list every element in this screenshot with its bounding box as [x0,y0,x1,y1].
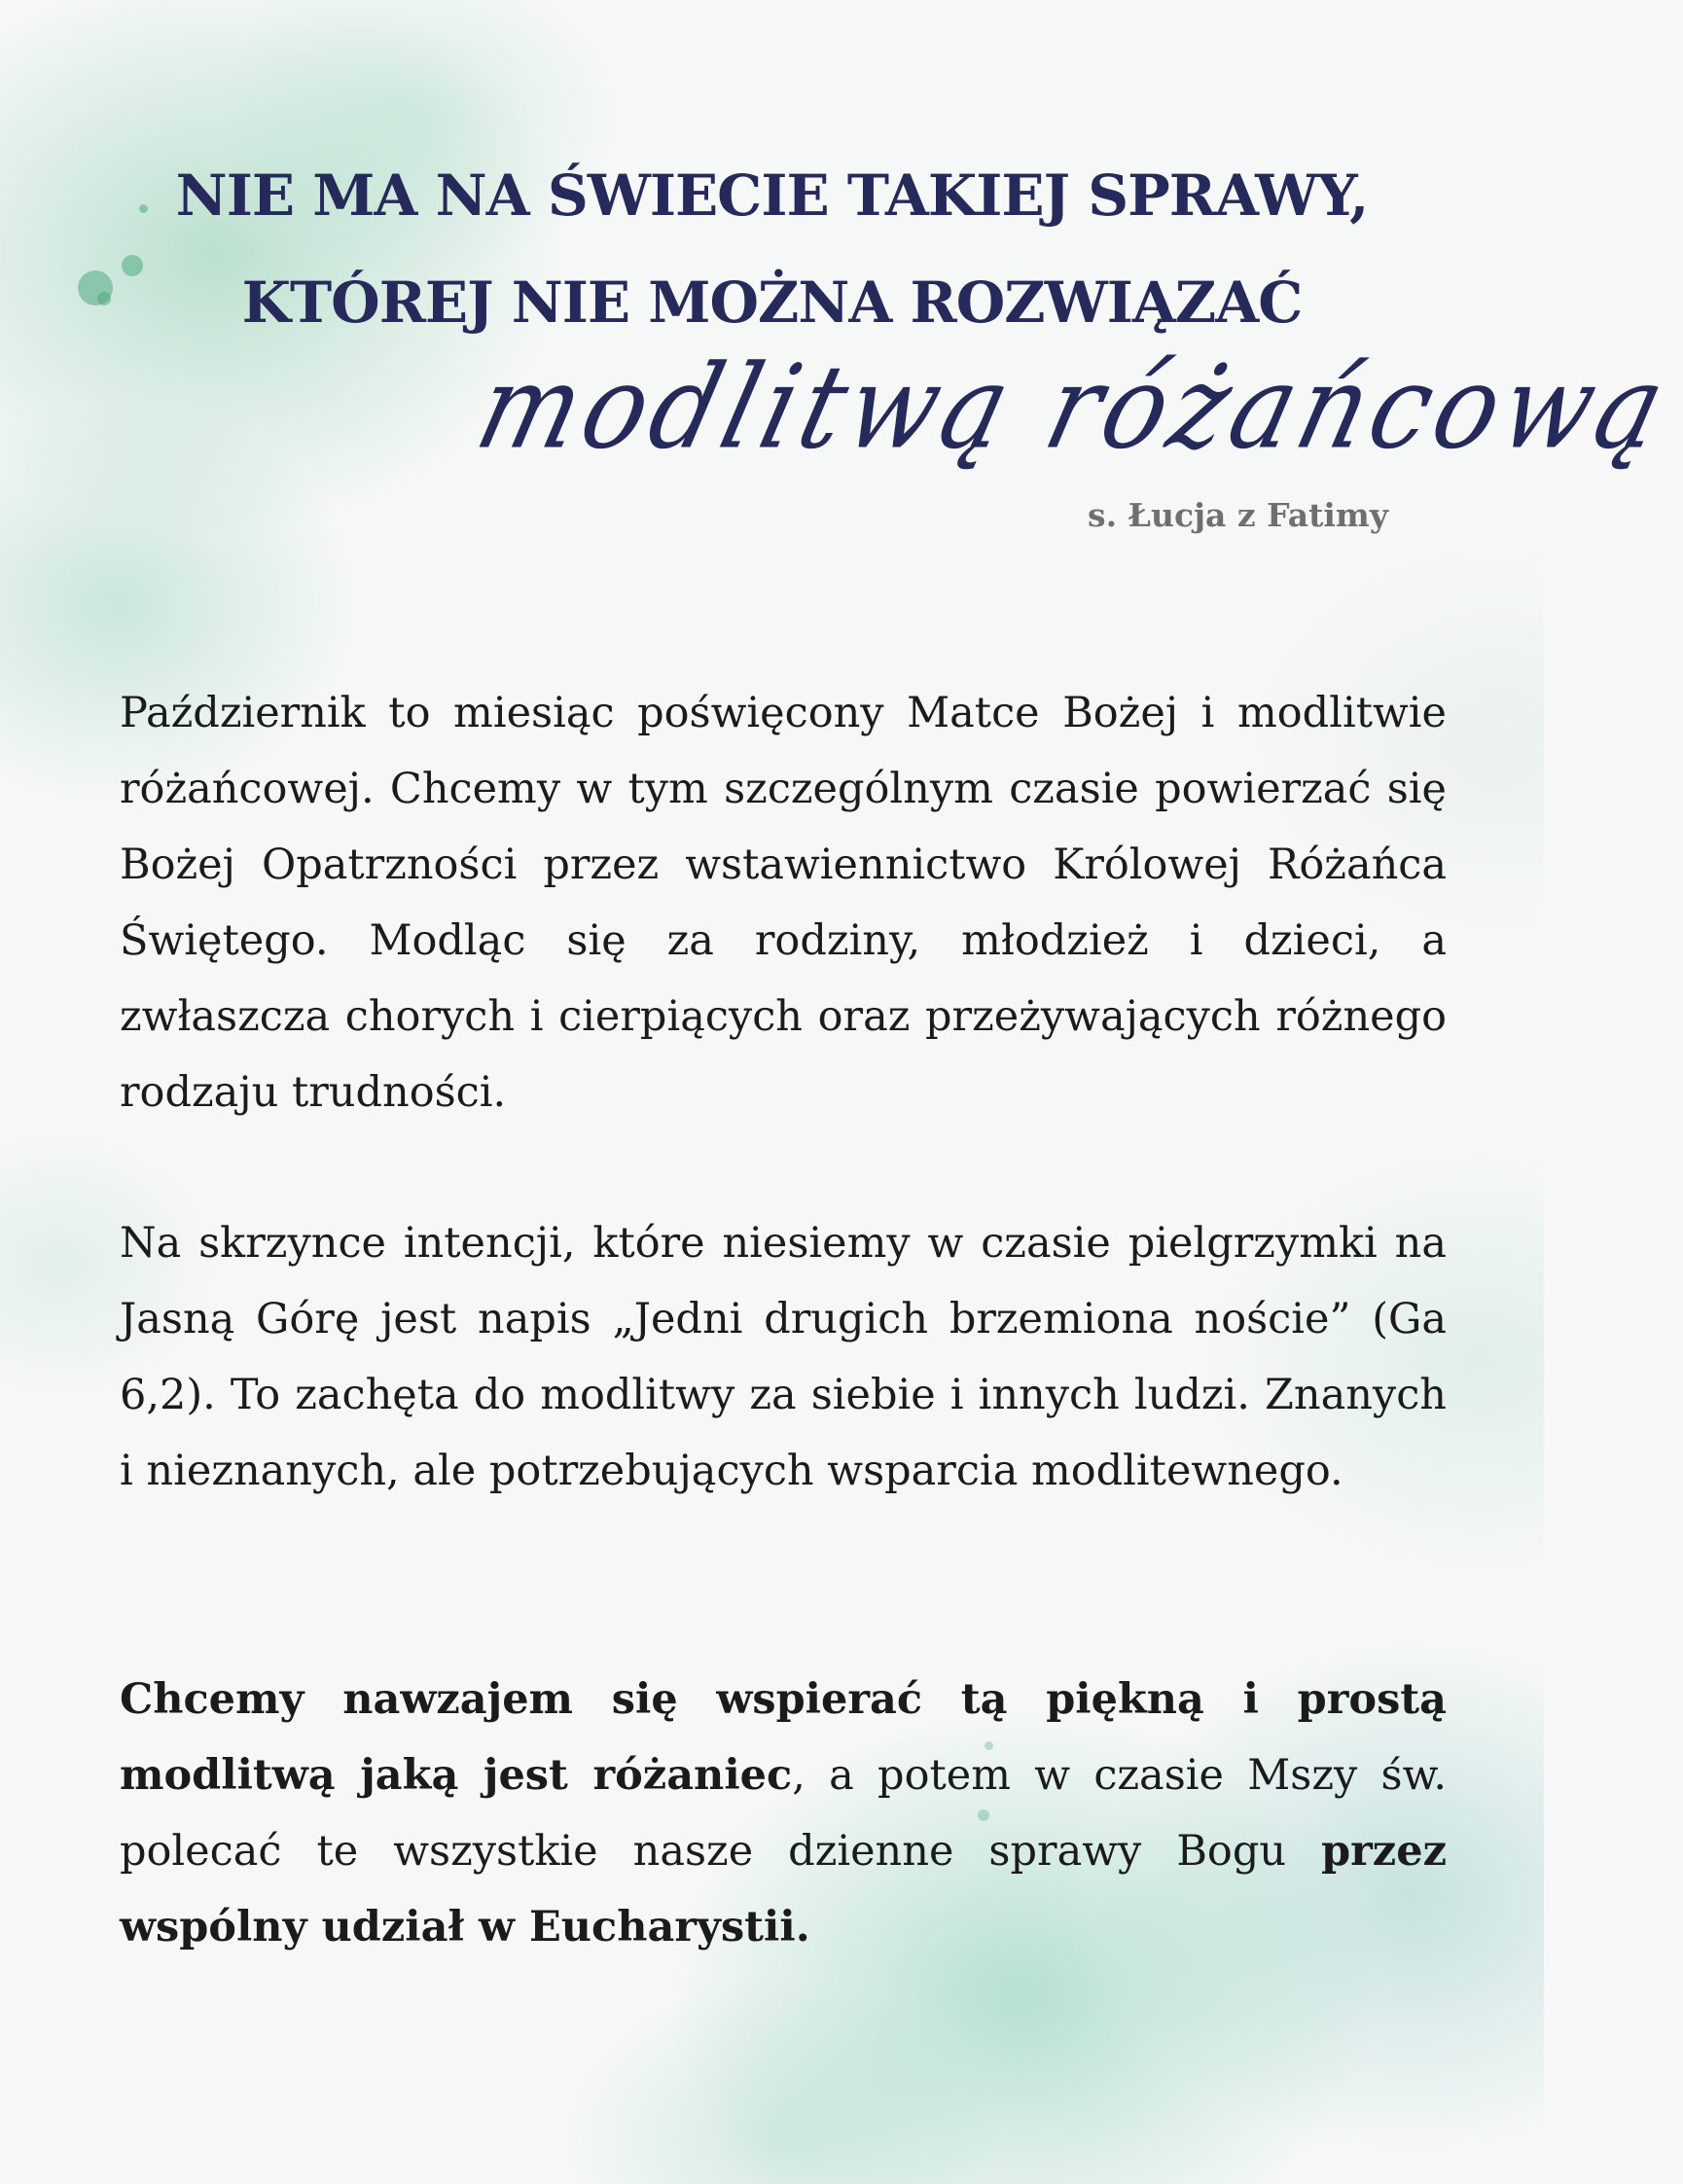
paragraph-3-bold-start: Chcemy nawzajem się wspierać tą piękną i prostą modlitwą jaką jest różaniec [120,1675,1447,1800]
watercolor-splash [122,255,143,276]
paragraph-1: Październik to miesiąc poświęcony Matce Bożej i modlitwie różańcowej. Chcemy w tym szczególnym czasie powierzać się Bożej Opatrzności przez wstawiennictwo Królowej Różańca Świętego. Modląc się za rodziny, młodzież i dzieci, a zwłaszcza chorych i cierpiących oraz przeżywających różnego rodzaju trudności. [120,689,1447,1117]
paragraph-3-bold-end: przez wspólny udział w Eucharystii. [120,1827,1447,1951]
paragraph-3 [120,1662,1447,1965]
quote-line-1: NIE MA NA ŚWIECIE TAKIEJ SPRAWY, [175,162,1369,229]
quote-attribution: s. Łucja z Fatimy [1088,496,1388,534]
quote-script-line: modlitwą różańcową [465,340,1683,475]
paragraph-3-middle: , a potem w czasie Mszy św. polecać te wszystkie nasze dzienne sprawy Bogu [120,1751,1447,1876]
quote-line-2: KTÓREJ NIE MOŻNA ROZWIĄZAĆ [241,269,1303,336]
paragraph-2: Na skrzynce intencji, które niesiemy w czasie pielgrzymki na Jasną Górę jest napis „Jedni drugich brzemiona noście” (Ga 6,2). To zachęta do modlitwy za siebie i innych ludzi. Znanych i nieznanych, ale potrzebujących wsparcia modlitewnego. [120,1219,1447,1495]
